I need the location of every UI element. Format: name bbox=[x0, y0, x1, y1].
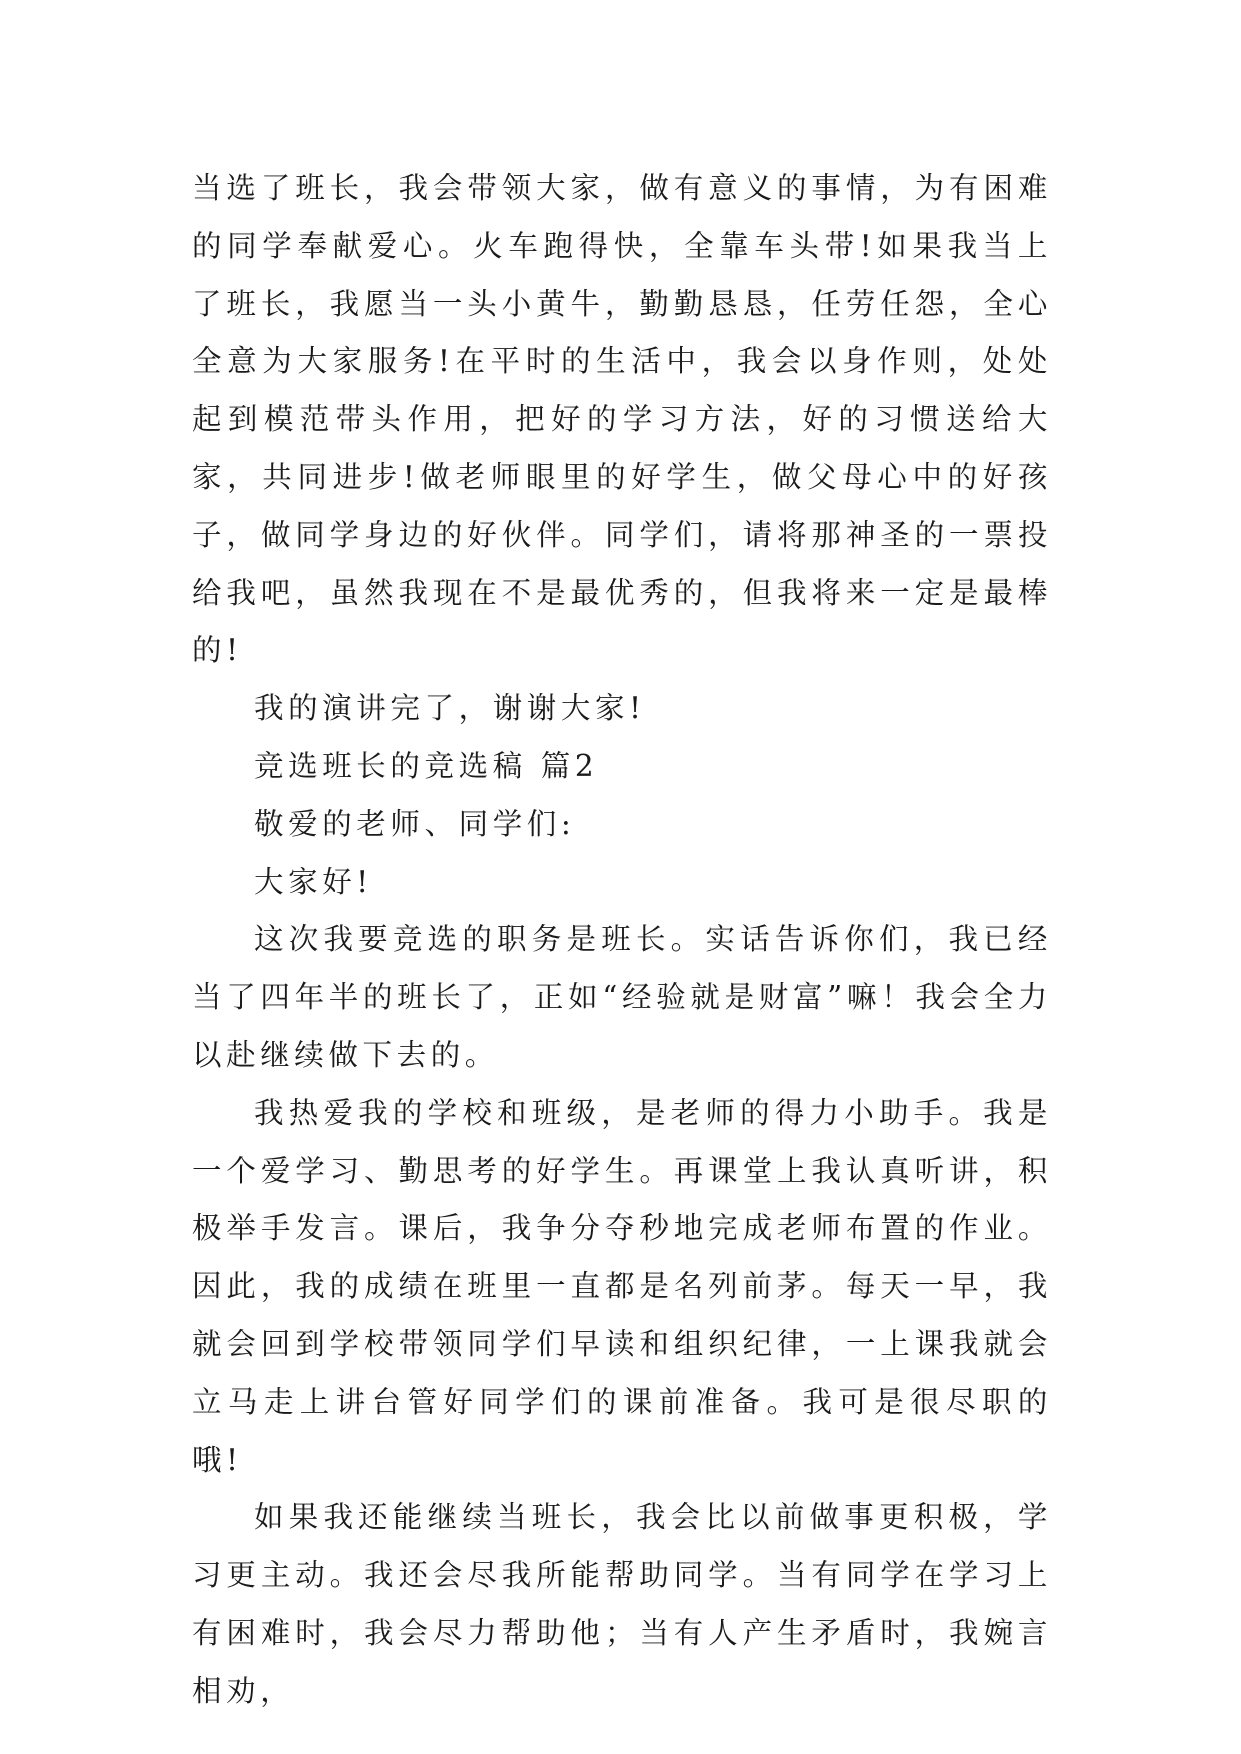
section-heading: 竞选班长的竞选稿 篇2 bbox=[254, 748, 599, 783]
salutation: 敬爱的老师、同学们: bbox=[254, 806, 576, 841]
paragraph-1: 当选了班长，我会带领大家，做有意义的事情，为有困难的同学奉献爱心。火车跑得快，全靠车头带!如果我当上了班长，我愿当一头小黄牛，勤勤恳恳，任劳任怨，全心全意为大家服务!在平时的生活中，我会以身作则，处处起到模范带头作用，把好的学习方法，好的习惯送给大家，共同进步!做老师眼里的好学生，做父母心中的好孩子，做同学身边的好伙伴。同学们，请将那神圣的一票投给我吧，虽然我现在不是最优秀的，但我将来一定是最棒的! bbox=[192, 171, 1052, 668]
paragraph-6: 这次我要竞选的职务是班长。实话告诉你们，我已经当了四年半的班长了，正如“经验就是财富”嘛！我会全力以赴继续做下去的。 bbox=[192, 922, 1052, 1072]
greeting: 大家好! bbox=[254, 864, 373, 899]
paragraph-7: 我热爱我的学校和班级，是老师的得力小助手。我是一个爱学习、勤思考的好学生。再课堂上我认真听讲，积极举手发言。课后，我争分夺秒地完成老师布置的作业。因此，我的成绩在班里一直都是名列前茅。每天一早，我就会回到学校带领同学们早读和组织纪律，一上课我就会立马走上讲台管好同学们的课前准备。我可是很尽职的哦! bbox=[192, 1095, 1052, 1477]
document-body bbox=[192, 160, 1052, 1721]
paragraph-2: 我的演讲完了，谢谢大家! bbox=[254, 691, 646, 726]
paragraph-8: 如果我还能继续当班长，我会比以前做事更积极，学习更主动。我还会尽我所能帮助同学。当有同学在学习上有困难时，我会尽力帮助他；当有人产生矛盾时，我婉言相劝， bbox=[192, 1500, 1052, 1708]
